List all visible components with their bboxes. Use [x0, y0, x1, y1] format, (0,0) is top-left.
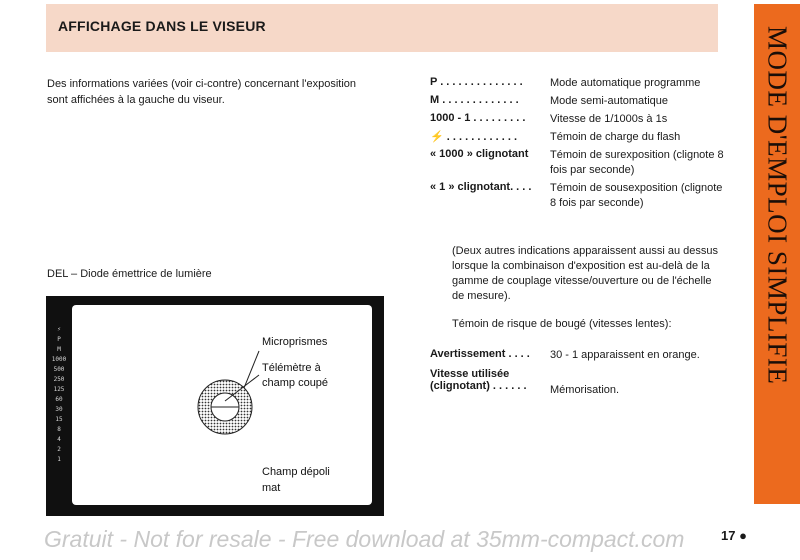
- row-value: Témoin de charge du flash: [550, 131, 681, 143]
- row-value: Vitesse de 1/1000s à 1s: [550, 113, 668, 125]
- scale-4: 4: [57, 436, 61, 443]
- matte-field-label-line2: mat: [262, 482, 281, 494]
- scale-m: M: [57, 346, 61, 353]
- table-row: [430, 181, 730, 211]
- camera-shake-note: Témoin de risque de bougé (vitesses lentes):: [452, 318, 672, 330]
- memory-value: Mémorisation.: [550, 384, 620, 396]
- rangefinder-label-line1: Télémètre à: [262, 362, 321, 374]
- microprisms-label: Microprismes: [262, 336, 328, 348]
- row-key: « 1 » clignotant. . . .: [430, 181, 532, 193]
- page-number: 17 ●: [721, 528, 747, 543]
- matte-field-label-line1: Champ dépoli: [262, 466, 330, 478]
- scale-8: 8: [57, 426, 61, 433]
- side-tab-label: MODE D'EMPLOI SIMPLIFIE: [762, 26, 793, 385]
- memory-key: [430, 368, 550, 398]
- rangefinder-label-line2: champ coupé: [262, 377, 329, 389]
- scale-flash: ⚡: [57, 326, 61, 333]
- intro-paragraph: Des informations variées (voir ci-contre) concernant l'exposition sont affichées à la gauche du viseur.: [47, 78, 357, 106]
- scale-1: 1: [57, 456, 61, 463]
- table-row: [430, 76, 730, 91]
- row-key: ⚡ . . . . . . . . . . . .: [430, 131, 518, 143]
- memory-key-line1: Vitesse utilisée: [430, 368, 510, 380]
- warning-value: 30 - 1 apparaissent en orange.: [550, 349, 700, 361]
- row-value: Mode semi-automatique: [550, 95, 669, 107]
- memory-row: [430, 368, 730, 398]
- led-caption: DEL – Diode émettrice de lumière: [47, 268, 212, 280]
- viewfinder-diagram: [46, 296, 384, 516]
- table-row: [430, 112, 730, 127]
- viewfinder-led-scale: [49, 326, 69, 464]
- header-bar: [46, 4, 718, 52]
- row-key: P . . . . . . . . . . . . . .: [430, 76, 523, 88]
- scale-1000: 1000: [51, 356, 67, 363]
- row-key: 1000 - 1 . . . . . . . . .: [430, 112, 526, 124]
- row-key: « 1000 » clignotant: [430, 148, 529, 160]
- scale-p: P: [57, 336, 61, 343]
- microprism-pointer: [244, 351, 259, 388]
- scale-250: 250: [53, 376, 65, 383]
- watermark: Gratuit - Not for resale - Free download at 35mm-compact.com: [44, 526, 685, 552]
- table-row: [430, 94, 730, 109]
- row-key: M . . . . . . . . . . . . .: [430, 94, 519, 106]
- scale-2: 2: [57, 446, 61, 453]
- scale-125: 125: [53, 386, 65, 393]
- table-row: [430, 130, 730, 145]
- page-title: AFFICHAGE DANS LE VISEUR: [58, 18, 266, 34]
- scale-500: 500: [53, 366, 65, 373]
- exposure-range-note: (Deux autres indications apparaissent aussi au dessus lorsque la combinaison d'exposition est au-delà de la gamme de couplage vitesse/ouverture ou de l'échelle de mesure).: [452, 245, 718, 302]
- viewfinder-screen: [72, 305, 372, 505]
- row-value: Témoin de sousexposition (clignote 8 fois par seconde): [550, 182, 723, 209]
- scale-60: 60: [55, 396, 63, 403]
- table-row: [430, 148, 730, 178]
- section-side-tab: [754, 4, 800, 504]
- row-value: Témoin de surexposition (clignote 8 fois par seconde): [550, 149, 724, 176]
- row-value: Mode automatique programme: [550, 77, 701, 89]
- scale-15: 15: [55, 416, 63, 423]
- memory-key-line2: (clignotant) . . . . . .: [430, 380, 527, 392]
- warning-row: [430, 348, 730, 363]
- indicator-table: [430, 76, 730, 214]
- scale-30: 30: [55, 406, 63, 413]
- warning-key: Avertissement . . . .: [430, 348, 530, 360]
